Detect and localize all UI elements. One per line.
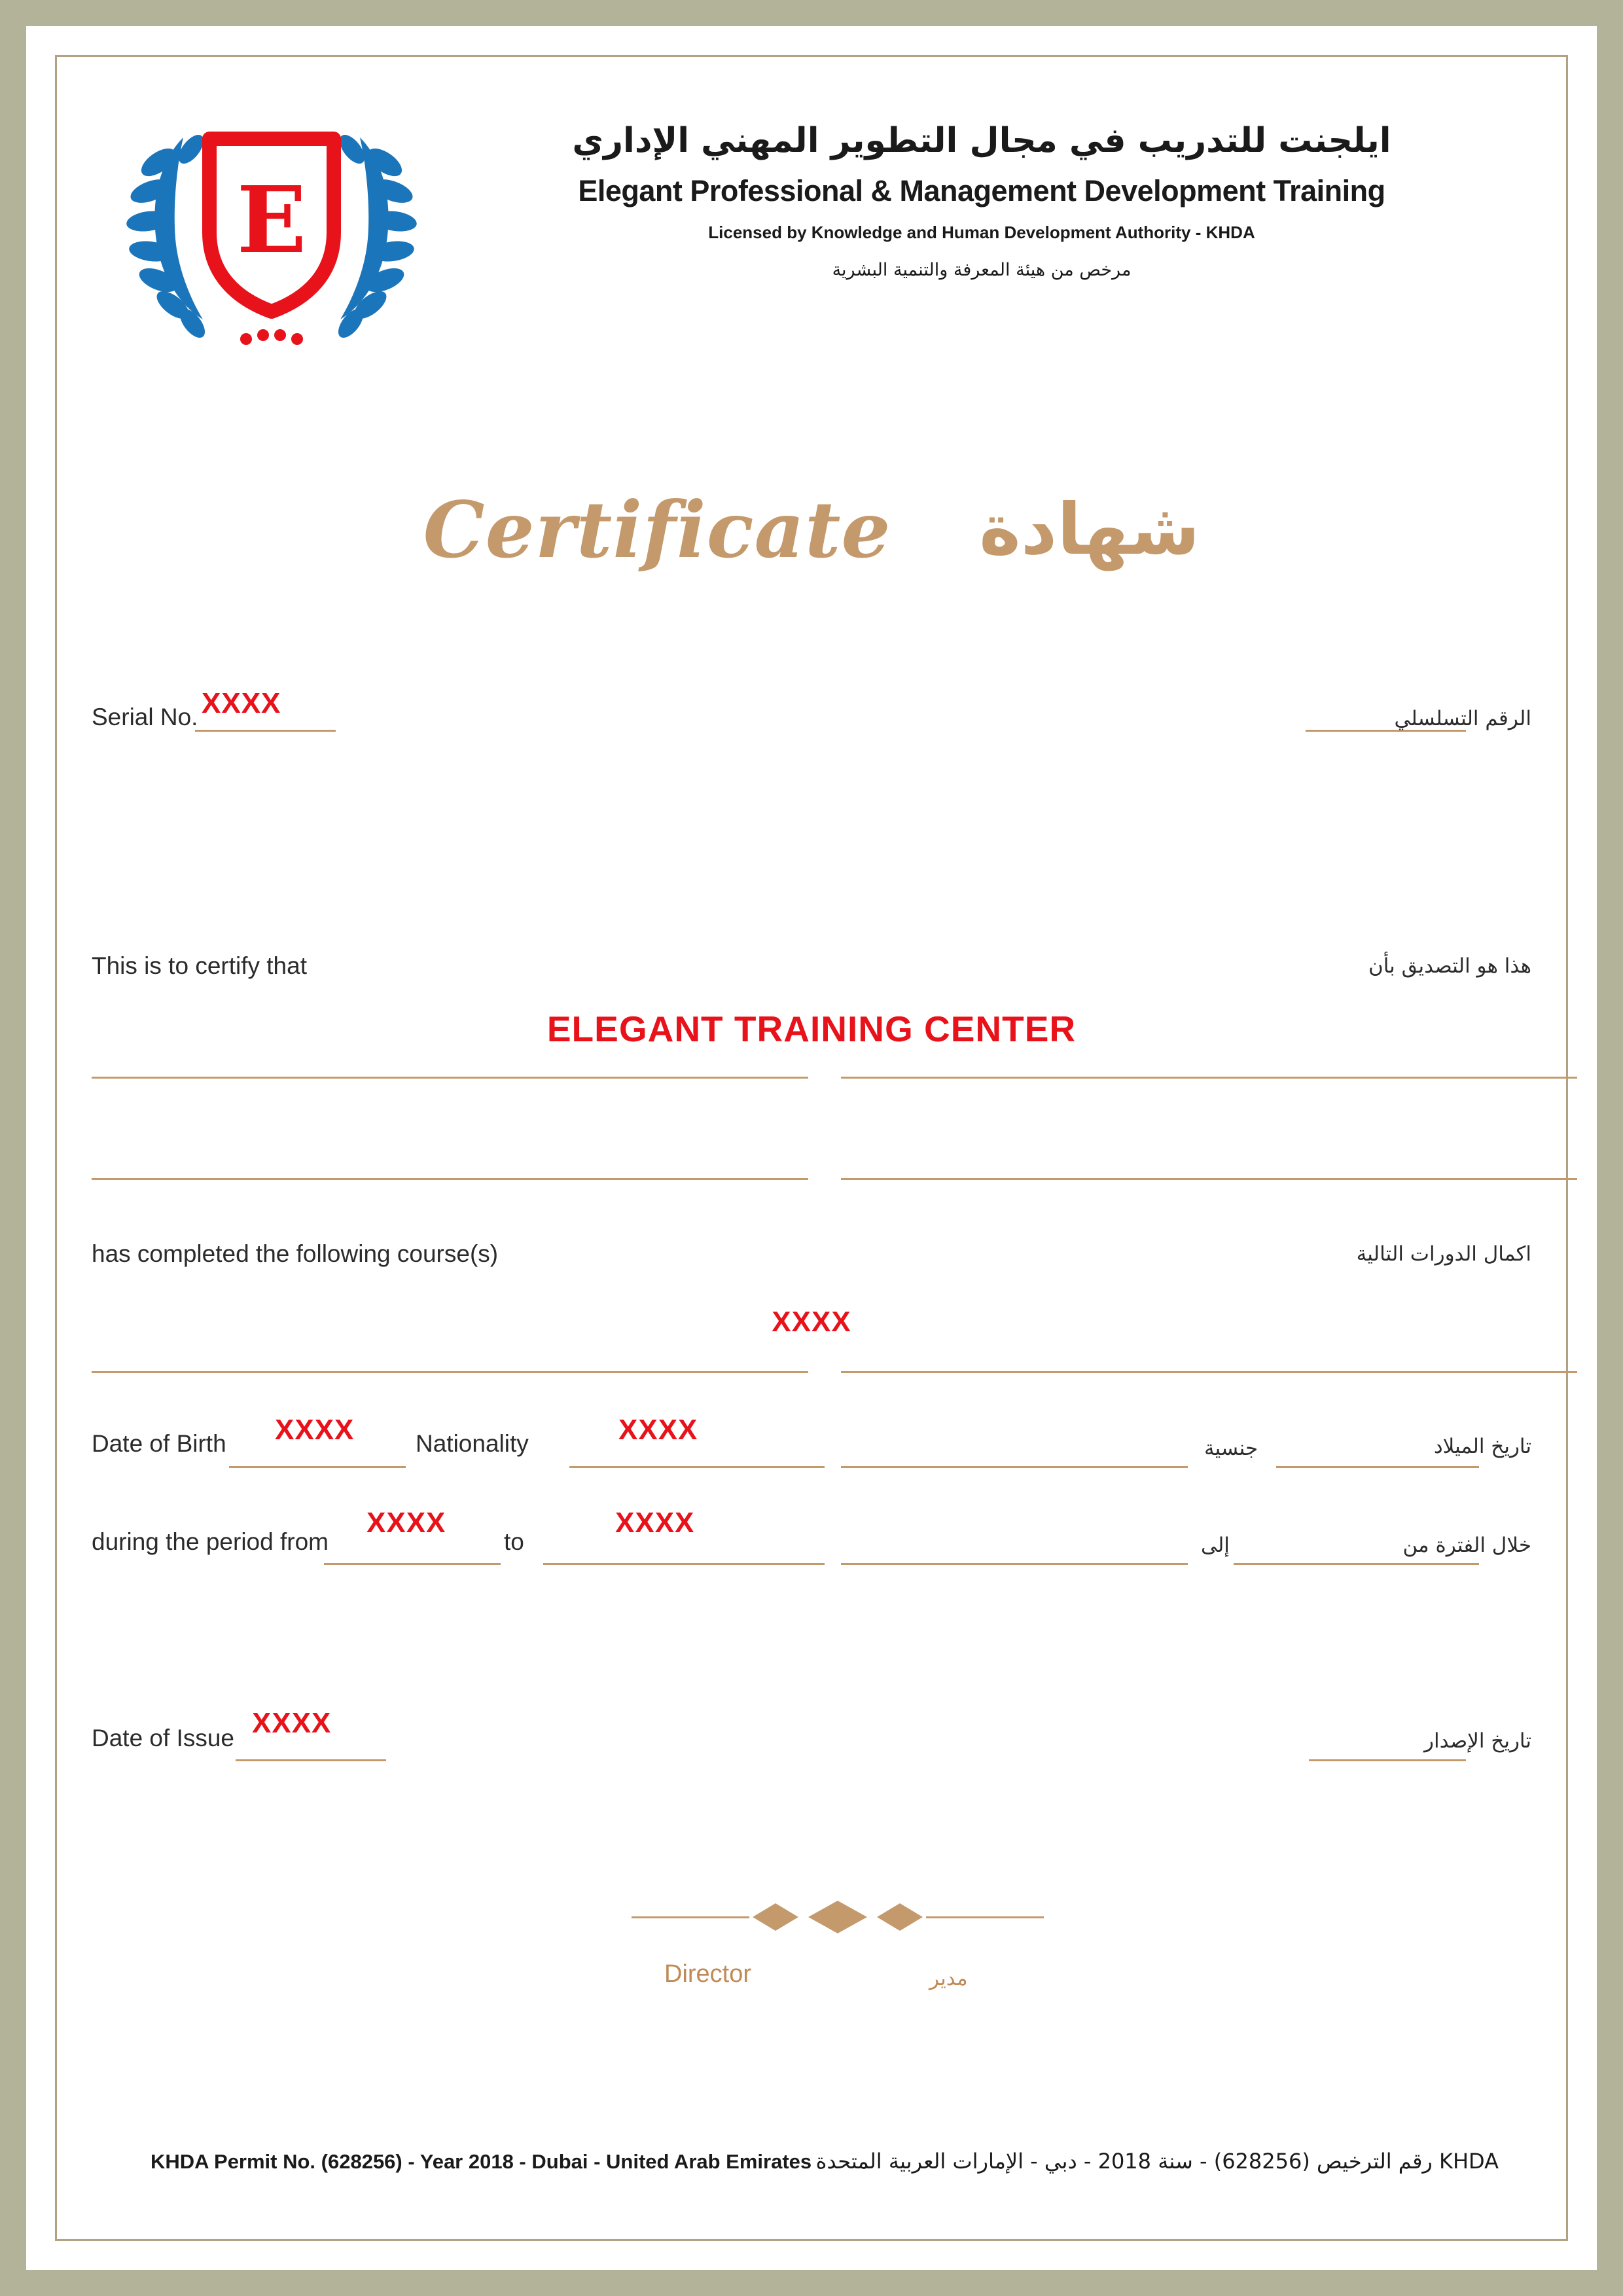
period-rule-arabic — [1234, 1563, 1479, 1565]
period-label-english: during the period from — [92, 1528, 329, 1555]
serial-rule-left — [195, 730, 336, 732]
date-of-issue-value[interactable]: XXXX — [252, 1707, 332, 1739]
diamond-ornament-icon — [746, 1899, 929, 1935]
title-english: Certificate — [423, 484, 891, 575]
period-from-value[interactable]: XXXX — [366, 1507, 446, 1539]
certify-label-english: This is to certify that — [92, 952, 307, 979]
organization-logo — [118, 111, 425, 360]
org-name-english: Elegant Professional & Management Development Training — [578, 174, 1385, 208]
footer-english: KHDA Permit No. (628256) - Year 2018 - Dubai - United Arab Emirates — [151, 2150, 812, 2173]
recipient-name-value[interactable]: ELEGANT TRAINING CENTER — [546, 1009, 1077, 1049]
nationality-rule — [569, 1466, 825, 1468]
serial-number-value[interactable]: XXXX — [202, 687, 281, 719]
period-from-rule — [324, 1563, 501, 1565]
course-label-arabic: اكمال الدورات التالية — [1356, 1242, 1531, 1266]
organization-titles — [445, 118, 1518, 280]
nationality-rule-arabic — [841, 1466, 1188, 1468]
serial-label-english: Serial No. — [92, 704, 198, 730]
nationality-label-english: Nationality — [416, 1430, 529, 1457]
signature-rule-left — [632, 1916, 749, 1918]
director-label-arabic: مدير — [929, 1967, 968, 1990]
director-label-english: Director — [664, 1960, 752, 1988]
certify-label-arabic: هذا هو التصديق بأن — [1368, 954, 1531, 978]
certificate-title — [26, 484, 1597, 575]
serial-label-arabic: الرقم التسلسلي — [1394, 707, 1531, 730]
date-of-birth-label-english: Date of Birth — [92, 1430, 226, 1457]
period-label-arabic: خلال الفترة من — [1402, 1534, 1531, 1557]
license-line-arabic: مرخص من هيئة المعرفة والتنمية البشرية — [832, 260, 1132, 281]
period-to-value[interactable]: XXXX — [615, 1507, 695, 1539]
certificate-inner — [26, 26, 1597, 2270]
footer-arabic: KHDA رقم الترخيص (628256) - سنة 2018 - دبي - الإمارات العربية المتحدة — [815, 2149, 1499, 2174]
name-rule2-left — [92, 1178, 808, 1180]
svg-text:E: E — [236, 167, 307, 274]
period-to-rule — [543, 1563, 825, 1565]
recipient-name-row — [26, 1008, 1597, 1050]
course-rule-left — [92, 1371, 808, 1373]
name-rule2-right — [841, 1178, 1577, 1180]
date-of-birth-rule-arabic — [1276, 1466, 1479, 1468]
date-of-issue-label-english: Date of Issue — [92, 1725, 235, 1751]
date-of-issue-rule-arabic — [1309, 1759, 1466, 1761]
certificate-header — [92, 98, 1531, 399]
date-of-birth-value[interactable]: XXXX — [275, 1414, 355, 1446]
period-rule-arabic-2 — [841, 1563, 1188, 1565]
license-line-english: Licensed by Knowledge and Human Development Authority - KHDA — [708, 223, 1255, 243]
title-arabic: شهادة — [979, 489, 1200, 571]
date-of-birth-label-arabic: تاريخ الميلاد — [1433, 1435, 1531, 1458]
org-name-arabic: ايلجنت للتدريب في مجال التطوير المهني الإداري — [572, 121, 1391, 160]
period-to-label-english: to — [504, 1528, 524, 1555]
date-of-issue-rule — [236, 1759, 386, 1761]
course-rule-right — [841, 1371, 1577, 1373]
signature-rule-right — [926, 1916, 1044, 1918]
course-label-english: has completed the following course(s) — [92, 1240, 499, 1267]
name-rule-right — [841, 1077, 1577, 1079]
certificate-content — [26, 26, 1597, 2270]
name-rule-left — [92, 1077, 808, 1079]
course-value-row — [26, 1306, 1597, 1338]
nationality-label-arabic: جنسية — [1204, 1437, 1258, 1460]
date-of-issue-label-arabic: تاريخ الإصدار — [1423, 1729, 1531, 1753]
course-value[interactable]: XXXX — [772, 1306, 851, 1338]
period-to-label-arabic: إلى — [1201, 1534, 1230, 1557]
nationality-value[interactable]: XXXX — [618, 1414, 698, 1446]
date-of-birth-rule — [229, 1466, 406, 1468]
